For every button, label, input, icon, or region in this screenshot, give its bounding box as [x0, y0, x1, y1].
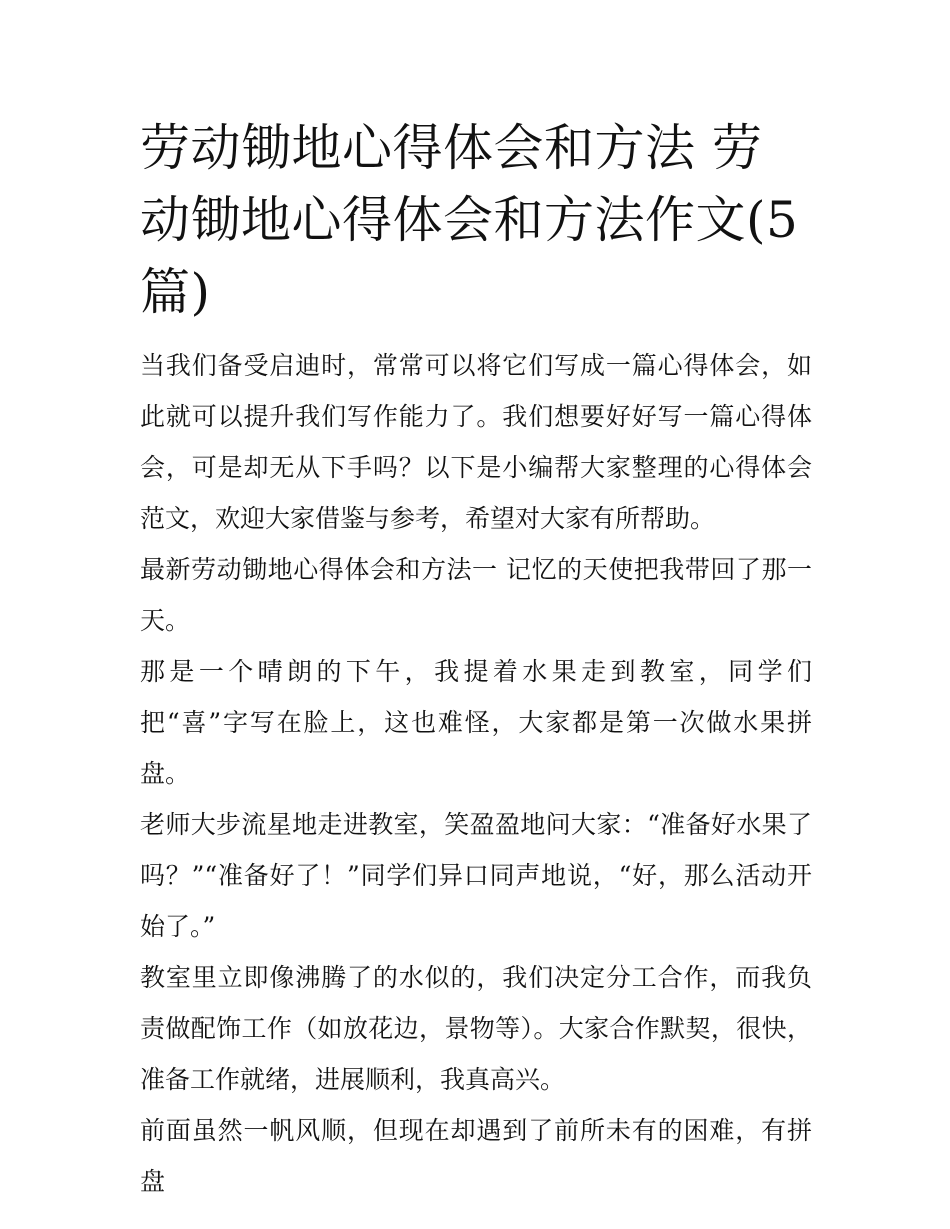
paragraph-section-heading: 最新劳动锄地心得体会和方法一 记忆的天使把我带回了那一天。 [140, 555, 812, 635]
paragraph-classroom: 教室里立即像沸腾了的水似的，我们决定分工合作，而我负责做配饰工作（如放花边，景物等）。大家合作默契，很快，准备工作就绪，进展顺利，我真高兴。 [140, 963, 812, 1094]
paragraph-difficulty: 前面虽然一帆风顺，但现在却遇到了前所未有的困难，有拼盘 [140, 1116, 812, 1196]
document-body [140, 112, 812, 1207]
paragraph-intro: 当我们备受启迪时，常常可以将它们写成一篇心得体会，如此就可以提升我们写作能力了。我们想要好好写一篇心得体会，可是却无从下手吗？以下是小编帮大家整理的心得体会范文，欢迎大家借鉴与参考，希望对大家有所帮助。 [140, 351, 812, 533]
paragraph-afternoon: 那是一个晴朗的下午，我提着水果走到教室，同学们把“喜”字写在脸上，这也难怪，大家都是第一次做水果拼盘。 [140, 657, 812, 788]
document-title: 劳动锄地心得体会和方法 劳动锄地心得体会和方法作文(5篇) [140, 119, 799, 321]
paragraph-teacher: 老师大步流星地走进教室，笑盈盈地问大家：“准备好水果了吗？”“准备好了！”同学们异口同声地说，“好，那么活动开始了。” [140, 810, 812, 941]
